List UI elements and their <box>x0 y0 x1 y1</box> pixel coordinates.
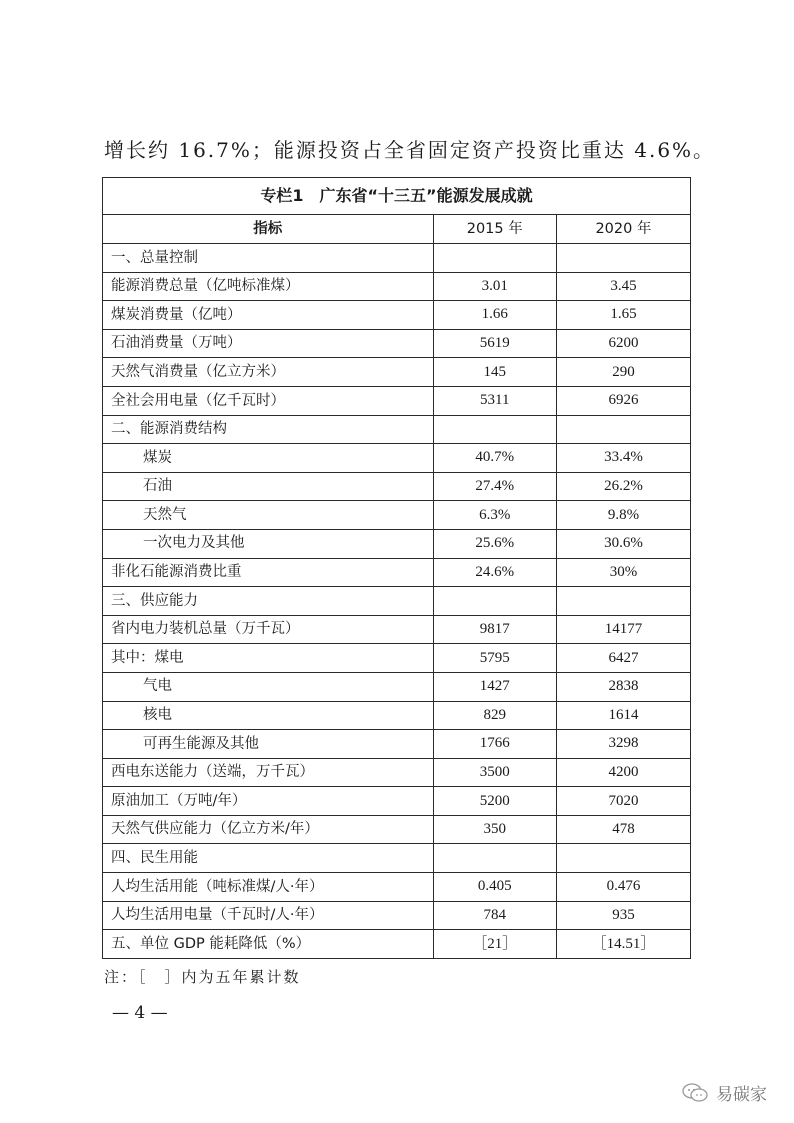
value-2020: ［14.51］ <box>556 930 690 959</box>
value-2015 <box>433 415 556 444</box>
watermark-text: 易碳家 <box>716 1085 767 1105</box>
table-row <box>103 358 691 387</box>
table-row <box>103 672 691 701</box>
value-2020: 0.476 <box>556 873 690 902</box>
value-2015: 1427 <box>433 672 556 701</box>
value-2015: 784 <box>433 901 556 930</box>
value-2020: 26.2% <box>556 472 690 501</box>
row-label: 人均生活用能（吨标准煤/人·年） <box>103 873 434 902</box>
table-row <box>103 644 691 673</box>
value-2015: 0.405 <box>433 873 556 902</box>
row-label: 省内电力装机总量（万千瓦） <box>103 615 434 644</box>
header-indicator: 指标 <box>103 215 434 244</box>
value-2020: 6200 <box>556 329 690 358</box>
row-label: 非化石能源消费比重 <box>103 558 434 587</box>
table-row <box>103 329 691 358</box>
row-label: 煤炭消费量（亿吨） <box>103 301 434 330</box>
row-label: 其中：煤电 <box>103 644 434 673</box>
value-2015: 5311 <box>433 386 556 415</box>
table-row <box>103 615 691 644</box>
table-row <box>103 873 691 902</box>
row-label: 能源消费总量（亿吨标准煤） <box>103 272 434 301</box>
row-label: 石油消费量（万吨） <box>103 329 434 358</box>
row-label: 天然气消费量（亿立方米） <box>103 358 434 387</box>
row-label: 天然气供应能力（亿立方米/年） <box>103 815 434 844</box>
value-2020: 30.6% <box>556 529 690 558</box>
value-2015 <box>433 587 556 616</box>
value-2015: 5619 <box>433 329 556 358</box>
page-number: — 4 — <box>112 1003 168 1023</box>
row-label: 人均生活用电量（千瓦时/人·年） <box>103 901 434 930</box>
value-2015: ［21］ <box>433 930 556 959</box>
value-2015: 3500 <box>433 758 556 787</box>
table-row <box>103 758 691 787</box>
value-2020: 9.8% <box>556 501 690 530</box>
value-2015: 24.6% <box>433 558 556 587</box>
row-label: 气电 <box>103 672 434 701</box>
value-2020: 935 <box>556 901 690 930</box>
table-title-row <box>103 178 691 215</box>
value-2020: 6427 <box>556 644 690 673</box>
value-2020: 14177 <box>556 615 690 644</box>
value-2015: 145 <box>433 358 556 387</box>
row-label: 三、供应能力 <box>103 587 434 616</box>
table-title: 专栏1 广东省“十三五”能源发展成就 <box>103 178 691 215</box>
row-label: 核电 <box>103 701 434 730</box>
value-2015: 6.3% <box>433 501 556 530</box>
header-2015: 2015 年 <box>433 215 556 244</box>
value-2015: 829 <box>433 701 556 730</box>
table-row <box>103 272 691 301</box>
value-2015: 5795 <box>433 644 556 673</box>
row-label: 五、单位 GDP 能耗降低（%） <box>103 930 434 959</box>
row-label: 石油 <box>103 472 434 501</box>
value-2020: 30% <box>556 558 690 587</box>
wechat-icon <box>680 1082 710 1104</box>
value-2020: 290 <box>556 358 690 387</box>
value-2020: 6926 <box>556 386 690 415</box>
value-2020: 2838 <box>556 672 690 701</box>
row-label: 二、能源消费结构 <box>103 415 434 444</box>
row-label: 全社会用电量（亿千瓦时） <box>103 386 434 415</box>
table-row <box>103 701 691 730</box>
value-2015: 3.01 <box>433 272 556 301</box>
energy-achievements-table <box>102 177 691 959</box>
table-row <box>103 901 691 930</box>
table-row <box>103 815 691 844</box>
table-row <box>103 558 691 587</box>
value-2020 <box>556 844 690 873</box>
value-2020: 3298 <box>556 730 690 759</box>
table-row <box>103 587 691 616</box>
table-row <box>103 501 691 530</box>
row-label: 原油加工（万吨/年） <box>103 787 434 816</box>
value-2015: 350 <box>433 815 556 844</box>
value-2020: 4200 <box>556 758 690 787</box>
value-2015: 5200 <box>433 787 556 816</box>
table-row <box>103 444 691 473</box>
row-label: 四、民生用能 <box>103 844 434 873</box>
table-row <box>103 472 691 501</box>
table-row <box>103 386 691 415</box>
table-row <box>103 930 691 959</box>
row-label: 西电东送能力（送端，万千瓦） <box>103 758 434 787</box>
value-2015 <box>433 244 556 273</box>
value-2020 <box>556 415 690 444</box>
value-2020: 3.45 <box>556 272 690 301</box>
value-2015: 40.7% <box>433 444 556 473</box>
row-label: 天然气 <box>103 501 434 530</box>
value-2020: 33.4% <box>556 444 690 473</box>
value-2015: 9817 <box>433 615 556 644</box>
table-note: 注：［ ］内为五年累计数 <box>104 968 301 986</box>
header-2020: 2020 年 <box>556 215 690 244</box>
watermark <box>680 1080 767 1105</box>
table-row <box>103 415 691 444</box>
value-2015 <box>433 844 556 873</box>
table-row <box>103 844 691 873</box>
row-label: 一、总量控制 <box>103 244 434 273</box>
value-2020: 7020 <box>556 787 690 816</box>
table-row <box>103 529 691 558</box>
row-label: 煤炭 <box>103 444 434 473</box>
value-2020: 1.65 <box>556 301 690 330</box>
value-2020 <box>556 587 690 616</box>
table-row <box>103 244 691 273</box>
value-2020: 478 <box>556 815 690 844</box>
value-2015: 27.4% <box>433 472 556 501</box>
value-2020 <box>556 244 690 273</box>
table-row <box>103 301 691 330</box>
value-2015: 1.66 <box>433 301 556 330</box>
table-row <box>103 787 691 816</box>
value-2020: 1614 <box>556 701 690 730</box>
row-label: 一次电力及其他 <box>103 529 434 558</box>
value-2015: 1766 <box>433 730 556 759</box>
table-header-row <box>103 215 691 244</box>
lead-paragraph: 增长约 16.7%；能源投资占全省固定资产投资比重达 4.6%。 <box>104 138 716 162</box>
table-row <box>103 730 691 759</box>
value-2015: 25.6% <box>433 529 556 558</box>
row-label: 可再生能源及其他 <box>103 730 434 759</box>
